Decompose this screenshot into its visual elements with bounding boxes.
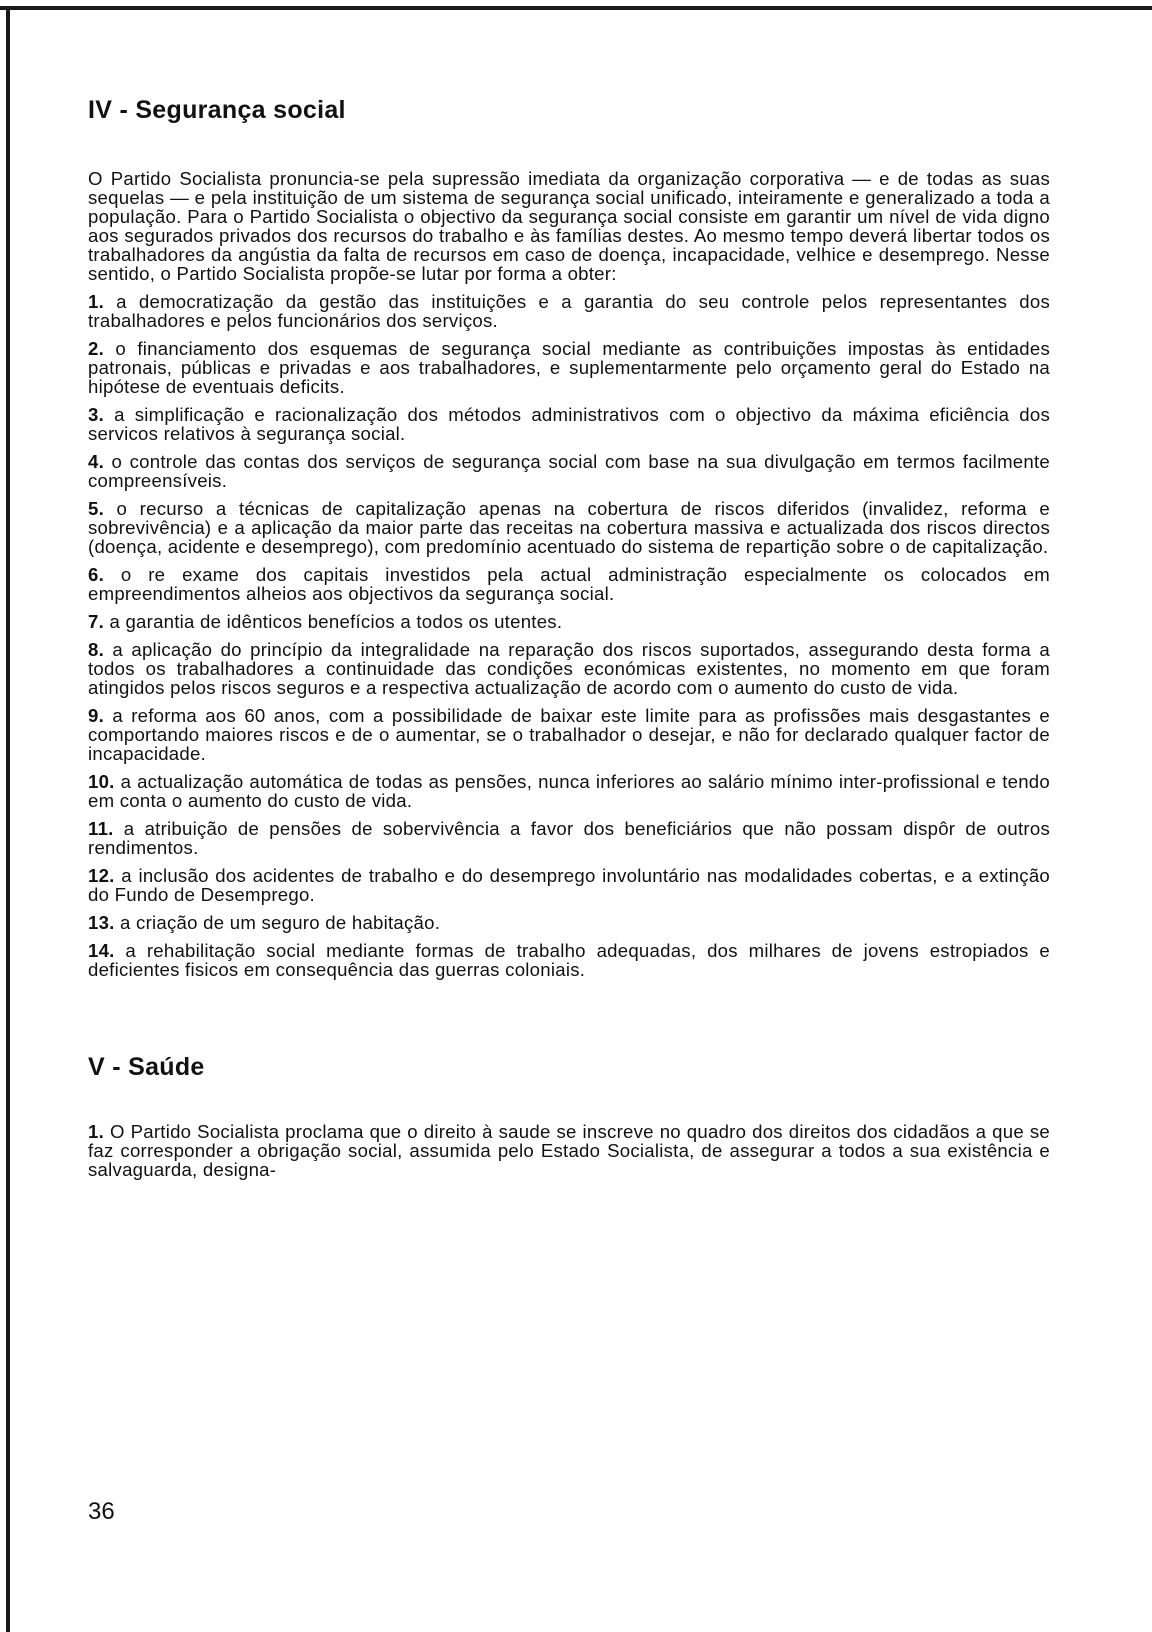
item-number: 5. <box>88 498 105 519</box>
item-number: 13. <box>88 912 115 933</box>
item-number: 10. <box>88 771 115 792</box>
list-item <box>88 772 1050 810</box>
page-number: 36 <box>88 1498 115 1525</box>
list-item <box>88 452 1050 490</box>
section-v-heading: V - Saúde <box>88 1053 205 1081</box>
item-number: 14. <box>88 940 115 961</box>
item-number: 9. <box>88 705 105 726</box>
list-item <box>88 640 1050 697</box>
item-number: 7. <box>88 611 105 632</box>
document-page <box>88 96 1050 1188</box>
item-text: o financiamento dos esquemas de segurança social mediante as contribuições impostas às entidades patronais, públicas e privadas e aos trabalhadores, e suplementarmente pelo orçamento geral do Estado na hipótese de eventuais deficits. <box>88 338 1051 397</box>
item-number: 3. <box>88 404 105 425</box>
list-item <box>88 913 1050 932</box>
list-item <box>88 1122 1050 1179</box>
page-border-left <box>6 6 10 1632</box>
item-text: O Partido Socialista proclama que o direito à saude se inscreve no quadro dos direitos dos cidadãos a que se faz corresponder a obrigação social, assumida pelo Estado Socialista, de assegurar a todos a sua existência e salvaguarda, designa- <box>88 1121 1050 1180</box>
list-item <box>88 405 1050 443</box>
item-text: a criação de um seguro de habitação. <box>120 912 441 933</box>
item-number: 12. <box>88 865 115 886</box>
page-border-top <box>0 6 1152 10</box>
list-item <box>88 706 1050 763</box>
list-item <box>88 499 1050 556</box>
item-number: 6. <box>88 564 105 585</box>
item-text: a rehabilitação social mediante formas de trabalho adequadas, dos milhares de jovens estropiados e deficientes fisicos em consequência das guerras coloniais. <box>88 940 1050 980</box>
list-item <box>88 866 1050 904</box>
item-text: a aplicação do princípio da integralidade na reparação dos riscos suportados, assegurando desta forma a todos os trabalhadores a continuidade das condições económicas existentes, no momento em que foram atingidos pelos riscos seguros e a respectiva actualização de acordo com o aumento do custo de vida. <box>88 639 1050 698</box>
item-text: a garantia de idênticos benefícios a todos os utentes. <box>109 611 563 632</box>
item-number: 11. <box>88 818 114 839</box>
list-item <box>88 819 1050 857</box>
section-iv-list <box>88 292 1050 979</box>
item-text: o recurso a técnicas de capitalização apenas na cobertura de riscos diferidos (invalidez, reforma e sobrevivência) e a aplicação da maior parte das receitas na cobertura massiva e actualizada dos riscos directos (doença, acidente e desemprego), com predomínio acentuado do sistema de repartição sobre o de capitalização. <box>88 498 1050 557</box>
section-v-list <box>88 1122 1050 1179</box>
item-text: a atribuição de pensões de sobervivência a favor dos beneficiários que não possam dispôr de outros rendimentos. <box>88 818 1050 858</box>
list-item <box>88 339 1050 396</box>
item-text: a inclusão dos acidentes de trabalho e do desemprego involuntário nas modalidades cobertas, e a extinção do Fundo de Desemprego. <box>88 865 1051 905</box>
list-item <box>88 565 1050 603</box>
item-number: 1. <box>88 1121 105 1142</box>
item-text: o controle das contas dos serviços de segurança social com base na sua divulgação em termos facilmente compreensíveis. <box>88 451 1050 491</box>
list-item <box>88 612 1050 631</box>
section-iv-heading: IV - Segurança social <box>88 96 346 124</box>
item-text: o re exame dos capitais investidos pela actual administração especialmente os colocados em empreendimentos alheios aos objectivos da segurança social. <box>88 564 1050 604</box>
item-text: a democratização da gestão das instituições e a garantia do seu controle pelos representantes dos trabalhadores e pelos funcionários dos serviços. <box>88 291 1050 331</box>
section-iv-intro: O Partido Socialista pronuncia-se pela supressão imediata da organização corporativa — e de todas as suas sequelas — e pela instituição de um sistema de segurança social unificado, inteiramente e generalizado a toda a população. Para o Partido Socialista o objectivo da segurança social consiste em garantir um nível de vida digno aos segurados privados dos recursos do trabalho e às famílias destes. Ao mesmo tempo deverá libertar todos os trabalhadores da angústia da falta de recursos em caso de doença, incapacidade, velhice e desemprego. Nesse sentido, o Partido Socialista propõe-se lutar por forma a obter: <box>88 168 1050 284</box>
list-item <box>88 292 1050 330</box>
list-item <box>88 941 1050 979</box>
item-text: a simplificação e racionalização dos métodos administrativos com o objectivo da máxima eficiência dos servicos relativos à segurança social. <box>88 404 1050 444</box>
item-number: 4. <box>88 451 105 472</box>
item-text: a reforma aos 60 anos, com a possibilidade de baixar este limite para as profissões mais desgastantes e comportando maiores riscos e de o aumentar, se o trabalhador o desejar, e não for declarado qualquer factor de incapacidade. <box>88 705 1050 764</box>
item-text: a actualização automática de todas as pensões, nunca inferiores ao salário mínimo inter-profissional e tendo em conta o aumento do custo de vida. <box>88 771 1050 811</box>
item-number: 8. <box>88 639 105 660</box>
item-number: 2. <box>88 338 105 359</box>
item-number: 1. <box>88 291 105 312</box>
